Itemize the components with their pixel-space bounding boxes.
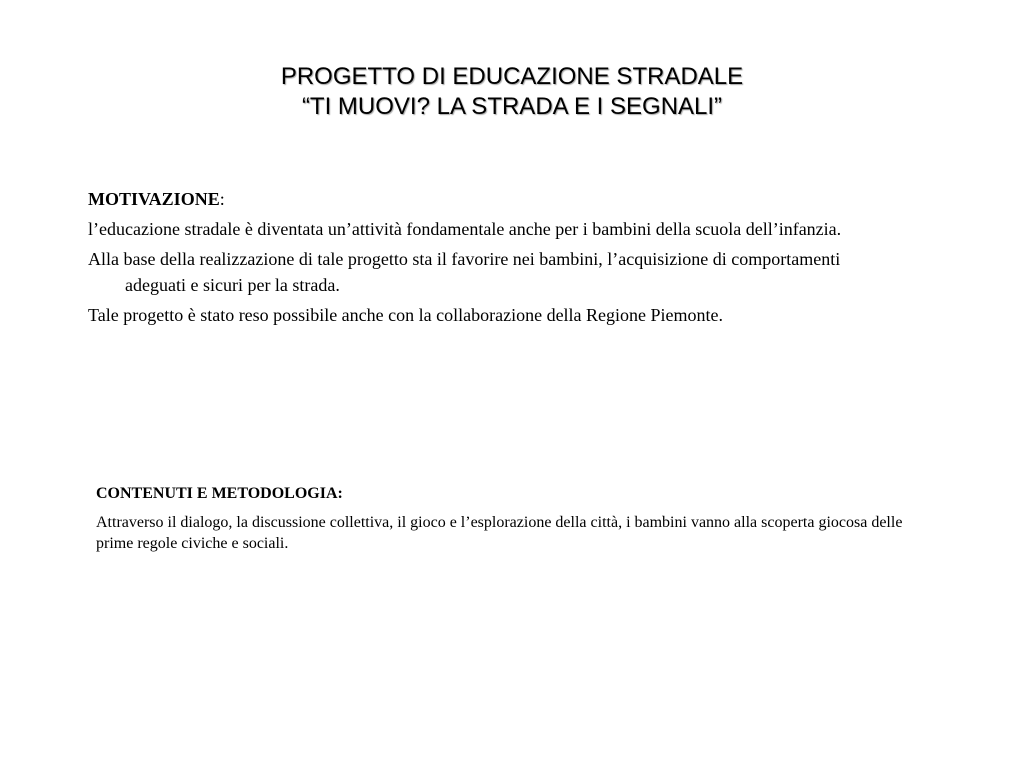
motivation-heading-colon: : — [219, 189, 225, 209]
contents-heading: CONTENUTI E METODOLOGIA: — [96, 485, 343, 502]
title-line-2: “TI MUOVI? LA STRADA E I SEGNALI” — [301, 93, 723, 120]
motivation-heading-label: MOTIVAZIONE — [88, 189, 220, 209]
contents-body: Attraverso il dialogo, la discussione collettiva, il gioco e l’esplorazione della città, i bambini vanno alla scoperta giocosa delle prime regole civiche e sociali. — [96, 514, 903, 552]
motivation-paragraph: Tale progetto è stato reso possibile anche con la collaborazione della Regione Piemonte. — [88, 305, 724, 325]
motivation-section — [88, 186, 888, 332]
motivation-paragraph: Alla base della realizzazione di tale progetto sta il favorire nei bambini, l’acquisizione di comportamenti adeguati e sicuri per la strada. — [88, 249, 841, 295]
slide-title — [0, 62, 1024, 122]
title-line-1: PROGETTO DI EDUCAZIONE STRADALE — [280, 63, 744, 90]
contents-methodology-section — [96, 484, 916, 554]
motivation-heading — [88, 186, 888, 212]
motivation-paragraph: l’educazione stradale è diventata un’attività fondamentale anche per i bambini della scuola dell’infanzia. — [88, 219, 842, 239]
